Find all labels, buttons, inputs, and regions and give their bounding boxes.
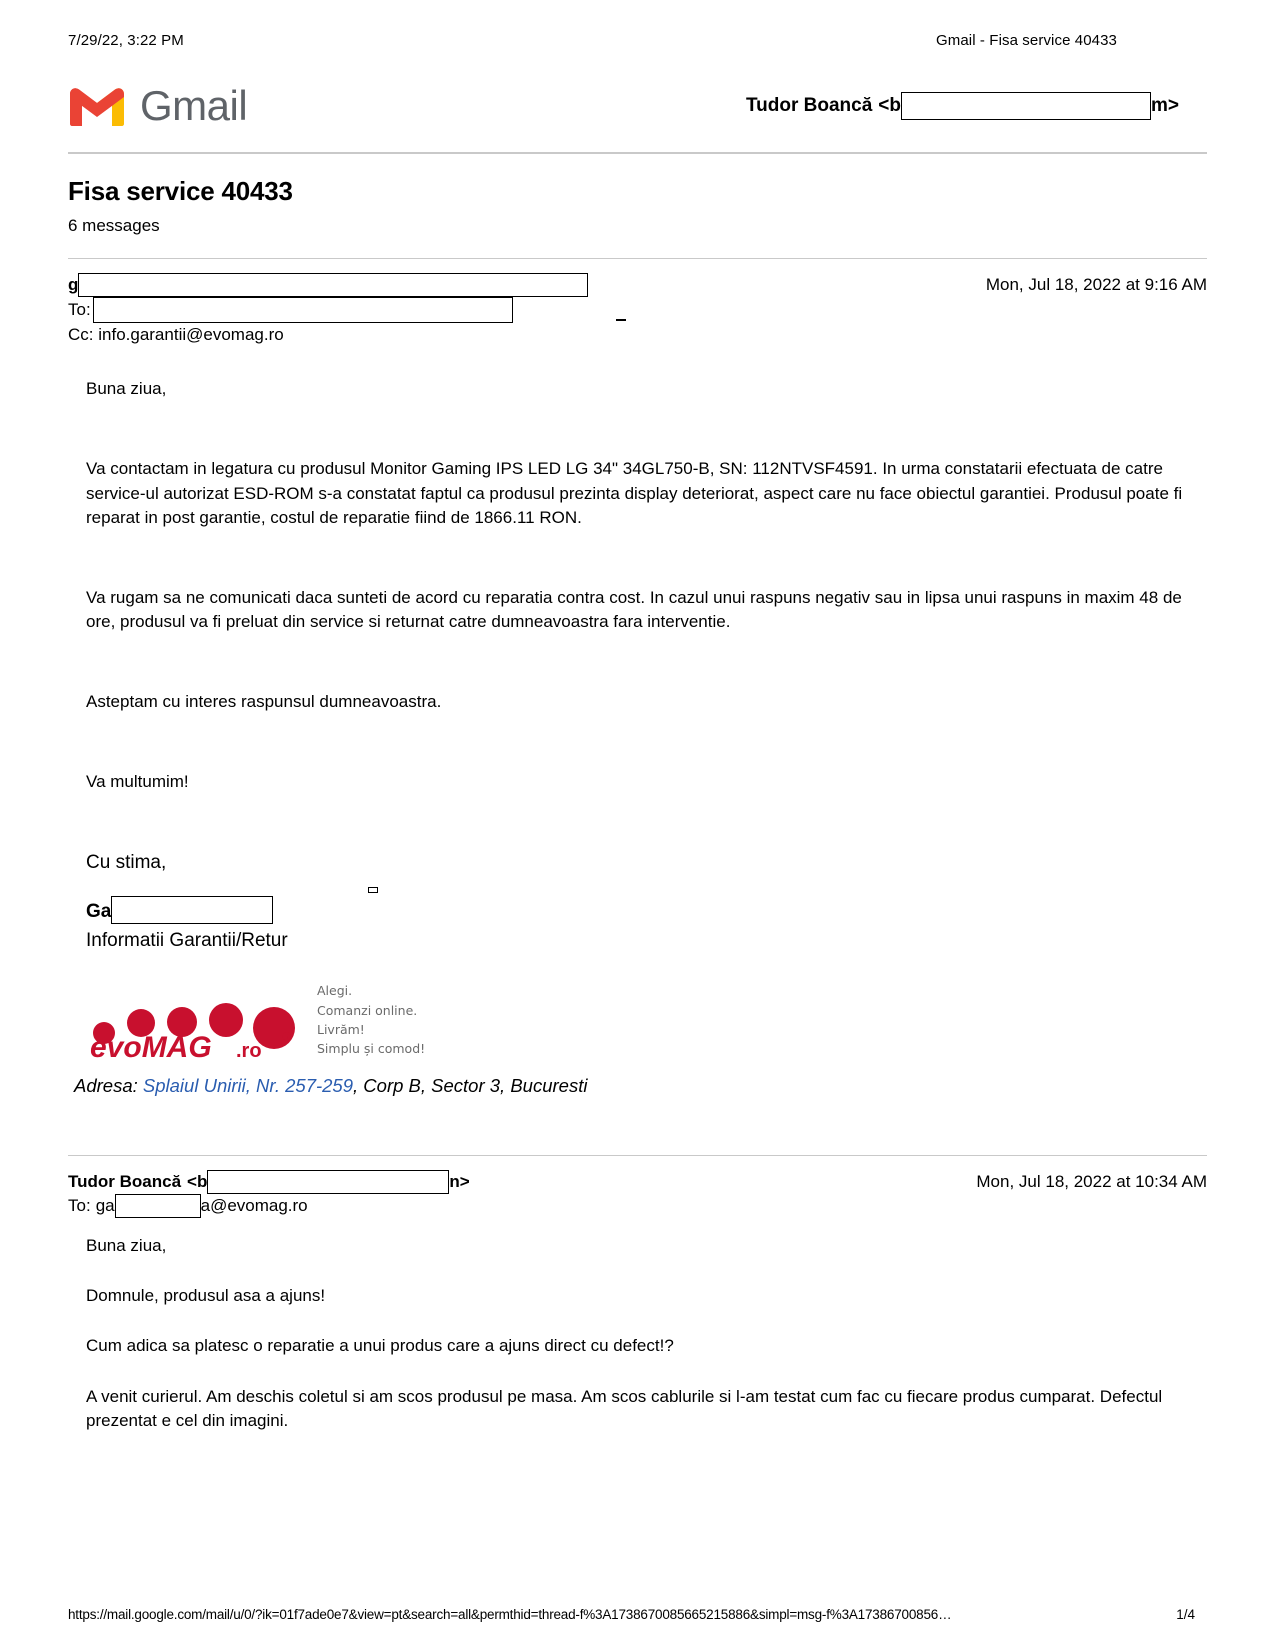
thread-subject: Fisa service 40433 xyxy=(68,176,293,206)
message-2-paragraph-3: Cum adica sa platesc o reparatie a unui produs care a ajuns direct cu defect!? xyxy=(86,1336,674,1356)
message-1-paragraph-3: Asteptam cu interes raspunsul dumneavoastra. xyxy=(86,692,442,711)
message-2-date: Mon, Jul 18, 2022 at 10:34 AM xyxy=(976,1171,1207,1191)
subject-divider xyxy=(68,258,1207,259)
message-1-signature-name xyxy=(86,899,1207,926)
message-1-paragraph-4: Va multumim! xyxy=(86,772,189,792)
message-2-from-name: Tudor Boancă xyxy=(68,1171,182,1191)
redaction-box-signature-name xyxy=(111,896,273,924)
account-identity xyxy=(746,92,1179,120)
message-1-header xyxy=(68,273,1207,347)
message-2-from-close: n> xyxy=(449,1171,470,1191)
address-label: Adresa: xyxy=(74,1074,138,1096)
message-2-to xyxy=(68,1194,1207,1218)
print-footer xyxy=(68,1607,1207,1622)
redaction-box-message-1-to xyxy=(93,297,513,323)
message-1-paragraph-2: Va rugam sa ne comunicati daca sunteti de acord cu reparatia contra cost. In cazul unui raspuns negativ sau in lipsa unui raspuns in maxim 48 de ore, produsul va fi preluat din service si returnat catre dumneavoastra fara interventie. xyxy=(86,587,1182,631)
footer-page-number: 1/4 xyxy=(1176,1607,1195,1622)
address-link[interactable]: Splaiul Unirii, Nr. 257-259 xyxy=(142,1074,354,1096)
message-2-paragraph-2: Domnule, produsul asa a ajuns! xyxy=(86,1286,326,1306)
redaction-box-account-email xyxy=(901,92,1151,120)
gmail-brand-row xyxy=(68,82,1207,152)
message-2-divider xyxy=(68,1155,1207,1156)
message-1-date: Mon, Jul 18, 2022 at 9:16 AM xyxy=(985,275,1207,294)
evomag-logo-icon xyxy=(86,995,301,1061)
message-1-from-prefix: g xyxy=(68,275,79,294)
stray-dash-mark-2 xyxy=(368,887,378,893)
redaction-box-message-2-to xyxy=(115,1194,201,1218)
message-1-closing: Cu stima, xyxy=(86,852,167,874)
message-1-signature-role: Informatii Garantii/Retur xyxy=(86,930,288,952)
message-1-to xyxy=(68,297,1207,323)
message-1-cc-label: Cc: xyxy=(68,325,94,345)
account-name: Tudor Boancă xyxy=(745,95,873,116)
message-1-paragraph-1: Va contactam in legatura cu produsul Monitor Gaming IPS LED LG 34" 34GL750-B, SN: 112NTVSF4591. In urma constatarii efectuata de catre service-ul autorizat ESD-ROM s-a constatat faptul ca produsul prezinta display deteriorat, aspect care nu face obiectul garantiei. Produsul poate fi reparat in post garantie, costul de reparatie fiind de 1866.11 RON. xyxy=(86,459,1183,527)
message-1-cc xyxy=(68,323,1207,347)
stray-dash-mark xyxy=(616,319,626,321)
message-1-cc-value: info.garantii@evomag.ro xyxy=(98,325,284,345)
message-1-body xyxy=(68,377,1207,1099)
redaction-box-message-1-from xyxy=(78,273,588,297)
message-2-paragraph-4: A venit curierul. Am deschis coletul si am scos produsul pe masa. Am scos cablurile si l-am testat cum fac cu fiecare produs cumparat. Defectul prezentat e cel din imagini. xyxy=(86,1386,1163,1430)
print-header xyxy=(68,0,1207,49)
svg-text:.ro: .ro xyxy=(236,1039,262,1061)
message-2-to-prefix: ga xyxy=(95,1196,115,1216)
evomag-tagline xyxy=(317,981,425,1061)
message-2 xyxy=(68,1155,1207,1433)
print-date: 7/29/22, 3:22 PM xyxy=(68,32,184,49)
thread-message-count: 6 messages xyxy=(68,216,160,235)
evomag-signature-logo xyxy=(86,981,1207,1061)
svg-text:evoMAG: evoMAG xyxy=(90,1030,212,1061)
tagline-line-4: Simplu și comod! xyxy=(317,1041,426,1057)
message-1-greeting: Buna ziua, xyxy=(86,379,167,399)
tagline-line-3: Livrăm! xyxy=(317,1021,365,1037)
tagline-line-2: Comanzi online. xyxy=(317,1002,418,1018)
message-2-to-suffix: a@evomag.ro xyxy=(200,1196,308,1216)
svg-text:®: ® xyxy=(282,1028,292,1044)
footer-url: https://mail.google.com/mail/u/0/?ik=01f7ade0e7&view=pt&search=all&permthid=thread-f%3A1738670085665215886&simpl=msg-f%3A17386700856… xyxy=(68,1607,952,1622)
gmail-wordmark: Gmail xyxy=(140,82,248,129)
account-email-open: <b xyxy=(878,95,901,116)
gmail-logo-group xyxy=(68,82,247,130)
message-2-from-open: <b xyxy=(187,1171,208,1191)
address-rest: , Corp B, Sector 3, Bucuresti xyxy=(353,1074,588,1096)
account-email-close: m> xyxy=(1151,95,1179,116)
message-2-paragraph-1: Buna ziua, xyxy=(86,1236,167,1256)
message-2-to-label: To: xyxy=(68,1196,91,1216)
signature-name-prefix: Ga xyxy=(86,901,112,923)
message-1-to-label: To: xyxy=(68,300,91,320)
message-2-body xyxy=(68,1234,1207,1433)
message-2-header xyxy=(68,1170,1207,1218)
tagline-line-1: Alegi. xyxy=(317,983,353,999)
redaction-box-message-2-from xyxy=(207,1170,449,1194)
evomag-address xyxy=(74,1073,1207,1099)
print-title: Gmail - Fisa service 40433 xyxy=(936,32,1117,49)
header-divider xyxy=(68,152,1207,154)
gmail-m-icon xyxy=(68,84,126,128)
